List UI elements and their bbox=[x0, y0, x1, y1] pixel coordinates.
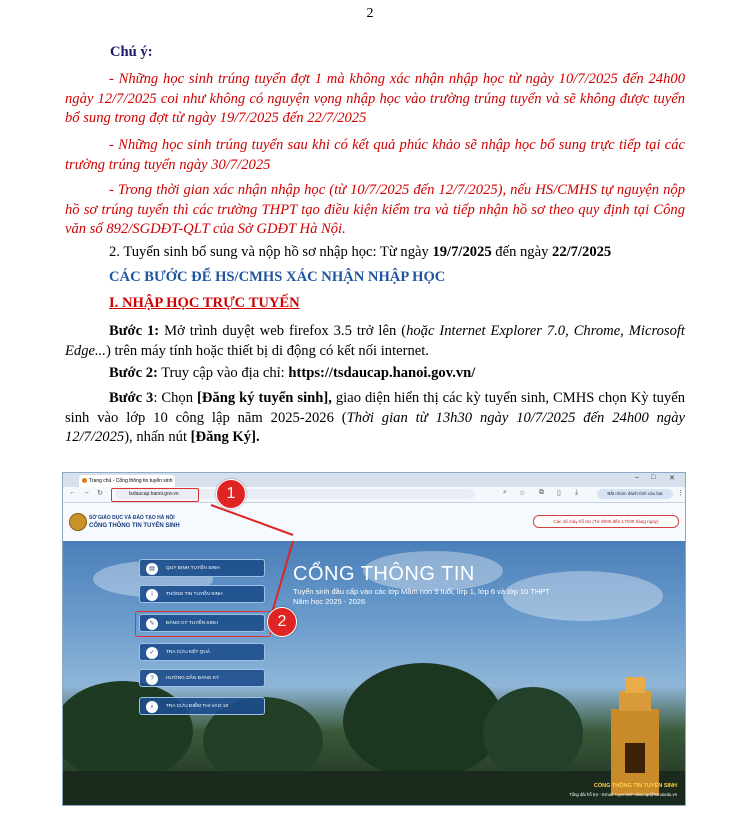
step-1-browsers: hoặc Internet Explorer 7.0, Chrome, Microsoft Edge... bbox=[65, 323, 685, 359]
menu-label: THÔNG TIN TUYỂN SINH bbox=[166, 592, 223, 597]
menu-label: ĐĂNG KÝ TUYỂN SINH bbox=[166, 621, 218, 626]
step-3-button-label: [Đăng Ký]. bbox=[190, 429, 260, 445]
menu-label: QUY ĐỊNH TUYỂN SINH bbox=[166, 566, 220, 571]
url-input[interactable]: tsdaucap.hanoi.gov.vn bbox=[115, 489, 475, 499]
tab-title: Trang chủ - Cổng thông tin tuyển sinh bbox=[89, 478, 173, 484]
step-2-url[interactable]: https://tsdaucap.hanoi.gov.vn/ bbox=[288, 365, 476, 381]
browser-screenshot bbox=[62, 472, 686, 806]
menu-label: TRA CỨU ĐIỂM THI VÀO 10 bbox=[166, 704, 229, 709]
step-2 bbox=[65, 364, 685, 384]
register-icon: ✎ bbox=[146, 618, 158, 630]
page-number: 2 bbox=[366, 6, 374, 21]
arrow-line-1 bbox=[211, 505, 293, 535]
minimize-icon[interactable]: – bbox=[635, 474, 639, 481]
bookmark-star-icon[interactable]: ☆ bbox=[519, 490, 526, 497]
step-3-text-b: giao diện hiển thị các kỳ tuyển sinh, CMHS chọn Kỳ tuyển sinh vào lớp 10 công lập năm 2025-2026 ( bbox=[65, 390, 686, 426]
step-3-text-a: : Chọn bbox=[153, 390, 198, 406]
callout-arrows bbox=[63, 473, 685, 805]
zoom-icon[interactable]: ⌕ bbox=[503, 489, 507, 496]
search-icon: ⌕ bbox=[146, 701, 158, 713]
item-2-prefix: 2. Tuyển sinh bổ sung và nộp hồ sơ nhập học: Từ ngày bbox=[109, 244, 433, 260]
step-3-text-c: ), nhấn nút bbox=[124, 429, 191, 445]
document-icon: ▤ bbox=[146, 563, 158, 575]
forward-icon[interactable]: → bbox=[83, 489, 90, 496]
close-icon[interactable]: ✕ bbox=[669, 475, 675, 482]
note-paragraph-1: - Những học sinh trúng tuyển đợt 1 mà không xác nhận nhập học từ ngày 10/7/2025 đến 24h00 ngày 12/7/2025 coi như không có nguyện vọng nhập học vào trường trúng tuyển và sẽ không được tuyển bổ sung trong đợt từ ngày 19/7/2025 đến 22/7/2025 bbox=[65, 71, 685, 126]
step-1-label: Bước 1: bbox=[109, 323, 160, 339]
item-2-date-end: 22/7/2025 bbox=[552, 244, 612, 260]
step-1 bbox=[65, 322, 685, 361]
footer-portal-name: CỔNG THÔNG TIN TUYỂN SINH bbox=[593, 783, 677, 789]
back-icon[interactable]: ← bbox=[69, 489, 76, 496]
footer-contact: Tổng đài hỗ trợ - Email: tuyensinh-daucap@hanoiedu.vn bbox=[569, 792, 677, 797]
menu-dots-icon[interactable]: ⋮ bbox=[677, 490, 684, 497]
result-icon: ✓ bbox=[146, 647, 158, 659]
org-line-2: CỔNG THÔNG TIN TUYỂN SINH bbox=[89, 523, 180, 529]
extensions-icon[interactable]: ⧉ bbox=[539, 489, 544, 496]
step-2-label: Bước 2: bbox=[109, 365, 158, 381]
section-heading: CÁC BƯỚC ĐỂ HS/CMHS XÁC NHẬN NHẬP HỌC bbox=[109, 269, 446, 285]
item-2-supplementary-enrollment bbox=[65, 243, 685, 263]
org-line-1: SỞ GIÁO DỤC VÀ ĐÀO TẠO HÀ NỘI bbox=[89, 515, 175, 521]
step-3-time: Thời gian từ 13h30 ngày 10/7/2025 đến 24h00 ngày 12/7/2025 bbox=[65, 409, 685, 445]
note-title: Chú ý: bbox=[110, 44, 153, 60]
callout-1: 1 bbox=[216, 479, 246, 509]
note-paragraph-3: - Trong thời gian xác nhận nhập học (từ 10/7/2025 đến 12/7/2025), nếu HS/CMHS tự nguyện nộp hồ sơ trúng tuyển thì các trường THPT tạo điều kiện kiểm tra và tiếp nhận hồ sơ theo quy định tại Công văn số 892/SGDĐT-QLT của Sở GDĐT Hà Nội. bbox=[65, 182, 685, 237]
step-1-text-b: ) trên máy tính hoặc thiết bị di động có kết nối internet. bbox=[105, 342, 429, 359]
item-2-date-start: 19/7/2025 bbox=[432, 244, 492, 260]
item-2-mid: đến ngày bbox=[491, 244, 553, 260]
sub-heading-wrapper bbox=[65, 294, 685, 314]
callout-2: 2 bbox=[267, 607, 297, 637]
maximize-icon[interactable]: □ bbox=[651, 474, 656, 481]
step-1-text-a: Mở trình duyệt web firefox 3.5 trở lên ( bbox=[159, 323, 407, 339]
hero-subtitle-2: Năm học 2025 - 2026 bbox=[293, 597, 366, 606]
hero-title: CỔNG THÔNG TIN bbox=[293, 563, 475, 585]
step-3-register-label: [Đăng ký tuyển sinh], bbox=[197, 390, 332, 406]
sidebar-icon[interactable]: ▯ bbox=[557, 490, 561, 497]
step-3 bbox=[65, 389, 685, 448]
signin-chip[interactable]: Bắt nhóm đánh tình cảu bạt bbox=[597, 489, 673, 499]
step-2-text: Truy cập vào địa chỉ: bbox=[157, 365, 289, 381]
menu-label: TRA CỨU KẾT QUẢ bbox=[166, 650, 210, 655]
info-icon: i bbox=[146, 589, 158, 601]
guide-icon: ? bbox=[146, 673, 158, 685]
download-icon[interactable]: ⤓ bbox=[575, 489, 579, 496]
note-paragraph-2: - Những học sinh trúng tuyển sau khi có kết quả phúc khảo sẽ nhập học bổ sung trực tiếp tại các trường trúng tuyển ngày 30/7/2025 bbox=[65, 137, 685, 173]
sub-heading: I. NHẬP HỌC TRỰC TUYẾN bbox=[109, 295, 300, 311]
hotline-badge[interactable]: Các số máy hỗ trợ (Từ 8h00 đến 17h00 hàng ngày) bbox=[533, 515, 679, 528]
menu-label: HƯỚNG DẪN ĐĂNG KÝ bbox=[166, 676, 220, 681]
reload-icon[interactable]: ↻ bbox=[97, 490, 103, 497]
step-3-label: Bước 3 bbox=[109, 390, 154, 406]
hero-subtitle-1: Tuyển sinh đầu cấp vào các lớp Mầm non 5 tuổi, lớp 1, lớp 6 và lớp 10 THPT bbox=[293, 587, 550, 596]
